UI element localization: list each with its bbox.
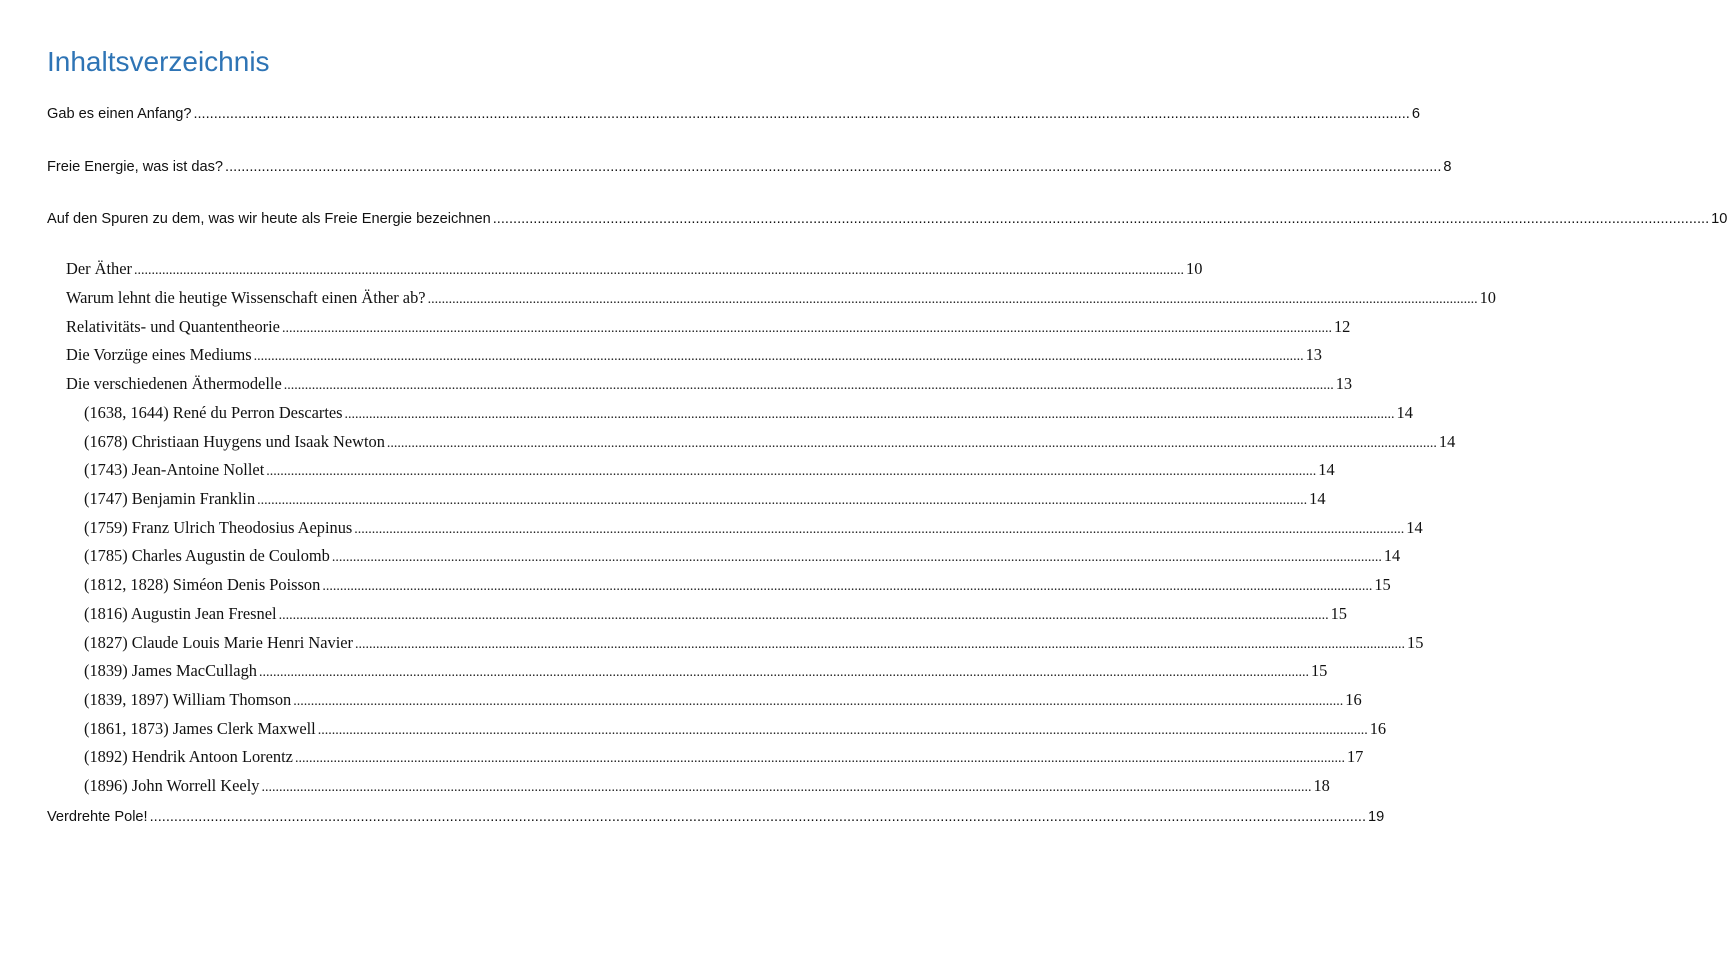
- toc-leader-dots: ............................................................................................................................................................................................................................................................................................................: [331, 550, 1382, 565]
- toc-entry[interactable]: [84, 719, 1387, 739]
- toc-leader-dots: ............................................................................................................................................................................................................................................................................................................: [257, 493, 1308, 508]
- toc-leader-dots: ............................................................................................................................................................................................................................................................................................................: [253, 349, 1304, 364]
- toc-entry[interactable]: [84, 604, 1347, 624]
- toc-entry[interactable]: [84, 546, 1401, 566]
- toc-entry-text: (1743) Jean-Antoine Nollet: [84, 460, 265, 479]
- toc-entry[interactable]: [66, 374, 1353, 394]
- toc-leader-dots: ............................................................................................................................................................................................................................................................................................................: [354, 522, 1405, 537]
- toc-leader-dots: ............................................................................................................................................................................................................................................................................................................: [266, 464, 1317, 479]
- toc-entry-page: 13: [1335, 374, 1353, 393]
- toc-entry-page: 17: [1346, 747, 1364, 766]
- toc-entry-page: 10: [1479, 288, 1496, 307]
- toc-entry[interactable]: [47, 805, 1385, 825]
- toc-entry-text: (1747) Benjamin Franklin: [84, 489, 256, 508]
- toc-entry-text: (1759) Franz Ulrich Theodosius Aepinus: [84, 518, 353, 537]
- toc-entry-text: (1638, 1644) René du Perron Descartes: [84, 403, 343, 422]
- toc-entry-text: Auf den Spuren zu dem, was wir heute als Freie Energie bezeichnen: [47, 211, 491, 227]
- toc-entry[interactable]: [84, 518, 1423, 538]
- toc-entry[interactable]: [84, 489, 1326, 509]
- toc-entry[interactable]: [66, 317, 1351, 337]
- toc-entry-text: (1812, 1828) Siméon Denis Poisson: [84, 575, 321, 594]
- toc-entry-text: Freie Energie, was ist das?: [47, 159, 224, 175]
- toc-entry-page: 15: [1310, 661, 1328, 680]
- toc-entry-page: 14: [1383, 546, 1401, 565]
- toc-entry[interactable]: [84, 690, 1362, 710]
- toc-leader-dots: ............................................................................................................................................................................................................................................................................................................: [193, 106, 1410, 122]
- toc-entry[interactable]: [47, 207, 1727, 227]
- toc-entry[interactable]: [47, 155, 1452, 175]
- toc-entry-page: 10: [1186, 259, 1203, 278]
- toc-leader-dots: ............................................................................................................................................................................................................................................................................................................: [281, 321, 1332, 336]
- toc-entry-page: 13: [1305, 345, 1322, 364]
- toc-leader-dots: ............................................................................................................................................................................................................................................................................................................: [293, 694, 1344, 709]
- toc-leader-dots: ............................................................................................................................................................................................................................................................................................................: [149, 809, 1366, 825]
- toc-entry[interactable]: [66, 345, 1322, 365]
- toc-title: Inhaltsverzeichnis: [47, 46, 270, 77]
- toc-entry-text: (1816) Augustin Jean Fresnel: [84, 604, 277, 623]
- toc-leader-dots: ............................................................................................................................................................................................................................................................................................................: [225, 159, 1442, 175]
- toc-leader-dots: ............................................................................................................................................................................................................................................................................................................: [261, 780, 1312, 795]
- toc-entry[interactable]: [84, 633, 1424, 653]
- toc-entry-page: 6: [1411, 106, 1420, 122]
- toc-entry-page: 14: [1406, 518, 1423, 537]
- toc-entry-page: 14: [1396, 403, 1413, 422]
- toc-entry[interactable]: [84, 661, 1328, 681]
- toc-leader-dots: ............................................................................................................................................................................................................................................................................................................: [317, 723, 1368, 738]
- toc-entry-text: Die Vorzüge eines Mediums: [66, 345, 252, 364]
- toc-leader-dots: ............................................................................................................................................................................................................................................................................................................: [344, 407, 1395, 422]
- toc-leader-dots: ............................................................................................................................................................................................................................................................................................................: [294, 751, 1345, 766]
- toc-entry-page: 8: [1443, 159, 1452, 175]
- toc-entry-text: (1839, 1897) William Thomson: [84, 690, 292, 709]
- toc-leader-dots: ............................................................................................................................................................................................................................................................................................................: [355, 637, 1405, 652]
- toc-entry-page: 18: [1313, 776, 1330, 795]
- toc-leader-dots: ............................................................................................................................................................................................................................................................................................................: [134, 263, 1184, 278]
- toc-leader-dots: ............................................................................................................................................................................................................................................................................................................: [386, 436, 1437, 451]
- toc-entry[interactable]: [84, 432, 1456, 452]
- toc-entry-text: Die verschiedenen Äthermodelle: [66, 374, 282, 393]
- toc-entry-text: Der Äther: [66, 259, 132, 278]
- toc-entry-text: (1896) John Worrell Keely: [84, 776, 260, 795]
- toc-entry-text: (1785) Charles Augustin de Coulomb: [84, 546, 330, 565]
- toc-entry[interactable]: [84, 460, 1335, 480]
- toc-entry-page: 10: [1711, 211, 1727, 227]
- toc-entry-text: Relativitäts- und Quantentheorie: [66, 317, 280, 336]
- toc-entry-page: 16: [1369, 719, 1387, 738]
- toc-leader-dots: ............................................................................................................................................................................................................................................................................................................: [322, 579, 1373, 594]
- toc-leader-dots: ............................................................................................................................................................................................................................................................................................................: [283, 378, 1334, 393]
- toc-entry-text: (1827) Claude Louis Marie Henri Navier: [84, 633, 353, 652]
- toc-entry-page: 14: [1318, 460, 1335, 479]
- toc-entry-text: Warum lehnt die heutige Wissenschaft einen Äther ab?: [66, 288, 426, 307]
- toc-entry[interactable]: [84, 403, 1413, 423]
- toc-entry[interactable]: [66, 259, 1203, 279]
- toc-entry[interactable]: [84, 776, 1330, 796]
- toc-entry-text: (1861, 1873) James Clerk Maxwell: [84, 719, 316, 738]
- toc-entry-text: (1839) James MacCullagh: [84, 661, 257, 680]
- toc-entry-text: (1678) Christiaan Huygens und Isaak Newton: [84, 432, 385, 451]
- toc-entry-page: 16: [1345, 690, 1362, 709]
- toc-entry[interactable]: [84, 575, 1391, 595]
- toc-leader-dots: ............................................................................................................................................................................................................................................................................................................: [492, 211, 1710, 227]
- toc-entry-page: 12: [1333, 317, 1351, 336]
- toc-entry[interactable]: [66, 288, 1496, 308]
- toc-entry[interactable]: [47, 102, 1420, 122]
- toc-entry-page: 15: [1374, 575, 1391, 594]
- toc-leader-dots: ............................................................................................................................................................................................................................................................................................................: [427, 292, 1478, 307]
- toc-entry-text: Gab es einen Anfang?: [47, 106, 192, 122]
- toc-entry-page: 14: [1309, 489, 1326, 508]
- toc-entry-page: 19: [1368, 809, 1385, 825]
- toc-entry-page: 15: [1330, 604, 1347, 623]
- toc-leader-dots: ............................................................................................................................................................................................................................................................................................................: [258, 665, 1309, 680]
- toc-leader-dots: ............................................................................................................................................................................................................................................................................................................: [278, 608, 1329, 623]
- toc-entry-text: Verdrehte Pole!: [47, 809, 148, 825]
- toc-entry-page: 14: [1438, 432, 1456, 451]
- toc-entry-page: 15: [1407, 633, 1424, 652]
- toc-entry-text: (1892) Hendrik Antoon Lorentz: [84, 747, 293, 766]
- toc-entry[interactable]: [84, 747, 1364, 767]
